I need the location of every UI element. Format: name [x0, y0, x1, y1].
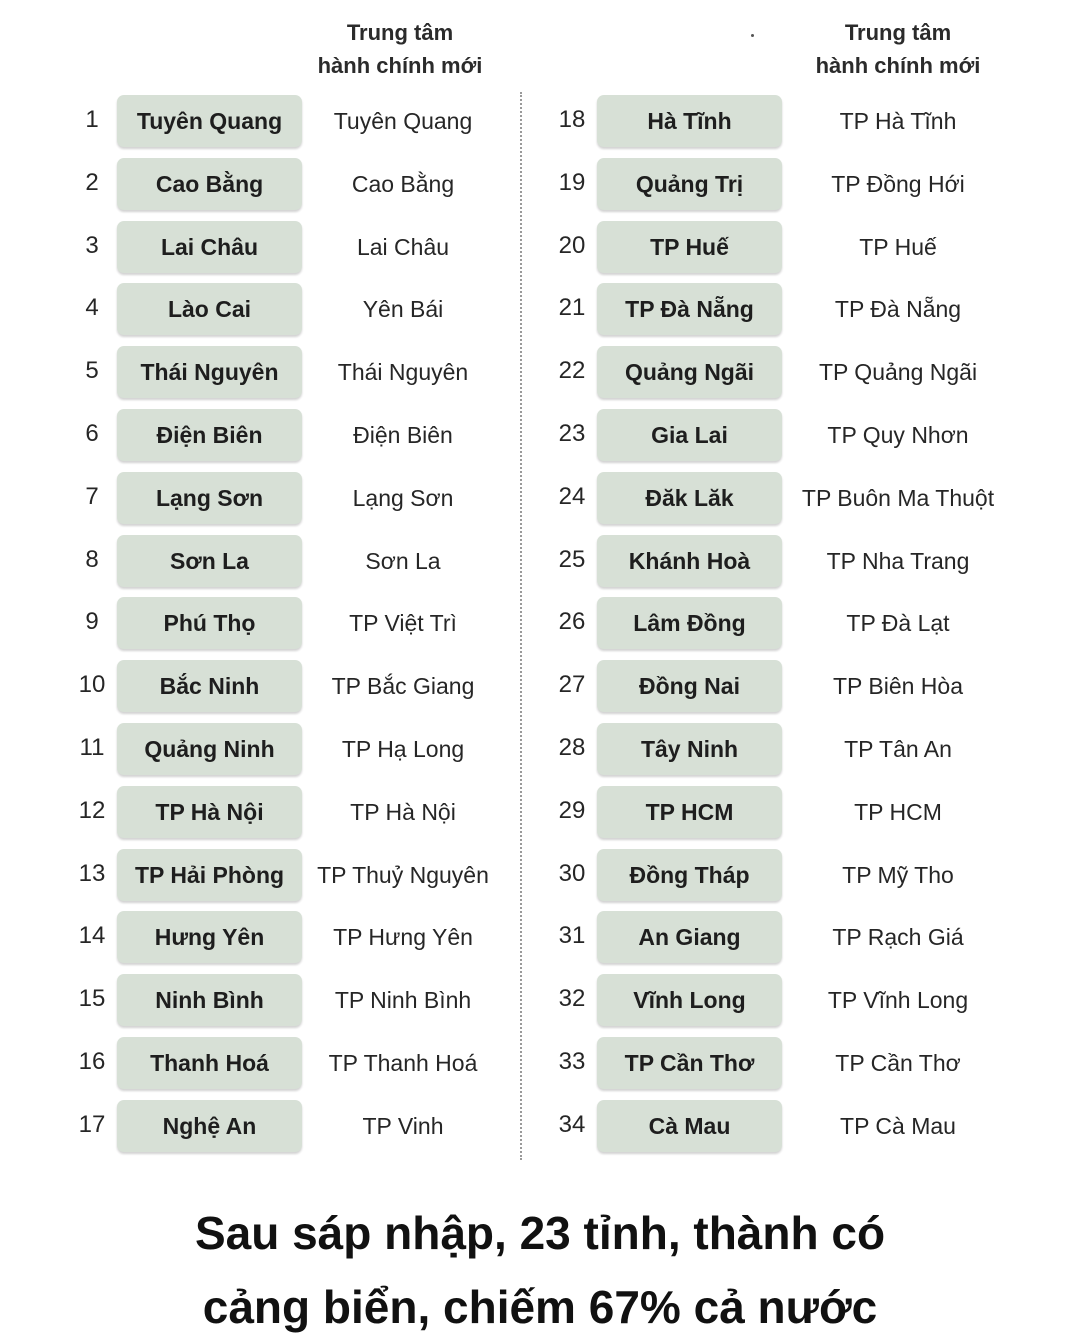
province-tile: Khánh Hoà — [597, 535, 782, 587]
admin-center: TP Việt Trì — [349, 610, 457, 637]
province-tile: TP HCM — [597, 786, 782, 838]
province-tile: Quảng Trị — [597, 158, 782, 210]
province-tile: An Giang — [597, 911, 782, 963]
row-number: 17 — [78, 1110, 106, 1138]
row-number: 14 — [78, 922, 106, 950]
caption-line-1: Sau sáp nhập, 23 tỉnh, thành có — [194, 1207, 886, 1259]
row-number: 28 — [558, 733, 586, 761]
row-number: 31 — [558, 922, 586, 950]
admin-center: Cao Bằng — [351, 170, 455, 197]
province-tile: TP Huế — [597, 221, 782, 273]
admin-center: TP Đà Nẵng — [834, 296, 962, 323]
row-number: 1 — [85, 106, 99, 133]
row-number: 8 — [85, 545, 99, 573]
admin-center: TP Vinh — [362, 1112, 444, 1139]
admin-center: TP Quy Nhơn — [827, 421, 969, 448]
province-tile: Lào Cai — [117, 283, 302, 335]
column-header-right — [788, 16, 1008, 82]
province-tile: TP Đà Nẵng — [597, 283, 782, 335]
row-number: 32 — [558, 985, 586, 1013]
admin-center: TP HCM — [854, 798, 942, 825]
column-divider — [520, 92, 522, 1160]
province-tile: Quảng Ngãi — [597, 346, 782, 398]
admin-center: Tuyên Quang — [333, 108, 473, 134]
province-tile: Tây Ninh — [597, 723, 782, 775]
row-number: 12 — [78, 796, 106, 824]
province-tile: Hưng Yên — [117, 911, 302, 963]
province-tile: Thái Nguyên — [117, 346, 302, 398]
admin-center: Yên Bái — [362, 296, 444, 323]
row-number: 6 — [85, 419, 99, 447]
row-number: 26 — [558, 608, 586, 636]
row-number: 4 — [85, 294, 99, 322]
admin-center: TP Rạch Giá — [832, 924, 964, 951]
province-tile: Thanh Hoá — [117, 1037, 302, 1089]
row-number: 9 — [85, 608, 99, 636]
admin-center: Sơn La — [365, 547, 441, 574]
admin-center: TP Thanh Hoá — [328, 1049, 478, 1076]
header-line-1: Trung tâm — [844, 20, 952, 45]
stray-dot — [751, 34, 754, 37]
province-tile: Điện Biên — [117, 409, 302, 461]
admin-center: Điện Biên — [353, 421, 453, 448]
row-number: 3 — [85, 231, 99, 259]
row-number: 2 — [85, 168, 99, 196]
header-line-1: Trung tâm — [346, 20, 454, 45]
row-number: 7 — [85, 482, 99, 510]
province-tile: Sơn La — [117, 535, 302, 587]
row-number: 24 — [558, 482, 586, 510]
province-tile: Nghệ An — [117, 1100, 302, 1152]
province-tile: TP Cần Thơ — [597, 1037, 782, 1089]
row-number: 18 — [558, 106, 586, 133]
admin-center: TP Hà Tĩnh — [839, 108, 957, 134]
row-number: 13 — [78, 859, 106, 887]
admin-center: TP Mỹ Tho — [842, 861, 954, 888]
province-tile: Cao Bằng — [117, 158, 302, 210]
province-tile: Cà Mau — [597, 1100, 782, 1152]
admin-center: Lạng Sơn — [352, 484, 454, 511]
admin-center: TP Nha Trang — [826, 547, 970, 574]
row-number: 16 — [78, 1047, 106, 1075]
admin-center: TP Hạ Long — [341, 735, 465, 762]
row-number: 11 — [79, 733, 105, 761]
row-number: 19 — [558, 168, 586, 196]
row-number: 33 — [558, 1047, 586, 1075]
province-tile: TP Hà Nội — [117, 786, 302, 838]
admin-center: TP Đà Lạt — [846, 610, 950, 637]
admin-center: TP Đồng Hới — [831, 170, 965, 197]
admin-center: TP Bắc Giang — [331, 673, 475, 700]
admin-center: TP Buôn Ma Thuột — [801, 484, 995, 511]
row-number: 15 — [78, 985, 106, 1013]
province-tile: Lạng Sơn — [117, 472, 302, 524]
row-number: 29 — [558, 796, 586, 824]
admin-center: TP Hưng Yên — [333, 924, 473, 951]
province-tile: Lai Châu — [117, 221, 302, 273]
admin-center: TP Vĩnh Long — [827, 987, 969, 1014]
admin-center: TP Ninh Bình — [334, 987, 472, 1014]
admin-center: Thái Nguyên — [337, 359, 469, 386]
row-number: 23 — [558, 419, 586, 447]
province-tile: Tuyên Quang — [117, 95, 302, 147]
province-tile: Gia Lai — [597, 409, 782, 461]
row-number: 34 — [558, 1110, 586, 1138]
row-number: 27 — [558, 671, 586, 699]
province-tile: Ninh Bình — [117, 974, 302, 1026]
province-tile: Đăk Lăk — [597, 472, 782, 524]
caption-line-2: cảng biển, chiếm 67% cả nước — [202, 1281, 878, 1333]
row-number: 30 — [558, 859, 586, 887]
province-tile: Đồng Nai — [597, 660, 782, 712]
row-number: 22 — [558, 357, 586, 385]
province-tile: Đồng Tháp — [597, 849, 782, 901]
footer-caption — [0, 1196, 1080, 1344]
row-number: 10 — [78, 671, 106, 699]
admin-center: TP Cần Thơ — [835, 1049, 961, 1076]
province-tile: Lâm Đồng — [597, 597, 782, 649]
admin-center: TP Quảng Ngãi — [818, 359, 978, 386]
admin-center: TP Biên Hòa — [833, 673, 963, 700]
admin-center: TP Thuỷ Nguyên — [317, 861, 489, 888]
header-line-2: hành chính mới — [317, 53, 483, 78]
row-number: 25 — [558, 545, 586, 573]
column-header-left — [290, 16, 510, 82]
admin-center: TP Hà Nội — [350, 798, 456, 825]
row-number: 20 — [558, 231, 586, 259]
province-tile: Bắc Ninh — [117, 660, 302, 712]
row-number: 21 — [558, 294, 586, 322]
row-number: 5 — [85, 357, 99, 385]
admin-center: TP Cà Mau — [840, 1112, 956, 1139]
header-line-2: hành chính mới — [815, 53, 981, 78]
admin-center: TP Huế — [859, 233, 937, 260]
province-tile: Hà Tĩnh — [597, 95, 782, 147]
province-tile: Quảng Ninh — [117, 723, 302, 775]
province-tile: Phú Thọ — [117, 597, 302, 649]
admin-center: TP Tân An — [844, 735, 952, 762]
province-tile: Vĩnh Long — [597, 974, 782, 1026]
admin-center: Lai Châu — [356, 233, 450, 260]
province-tile: TP Hải Phòng — [117, 849, 302, 901]
